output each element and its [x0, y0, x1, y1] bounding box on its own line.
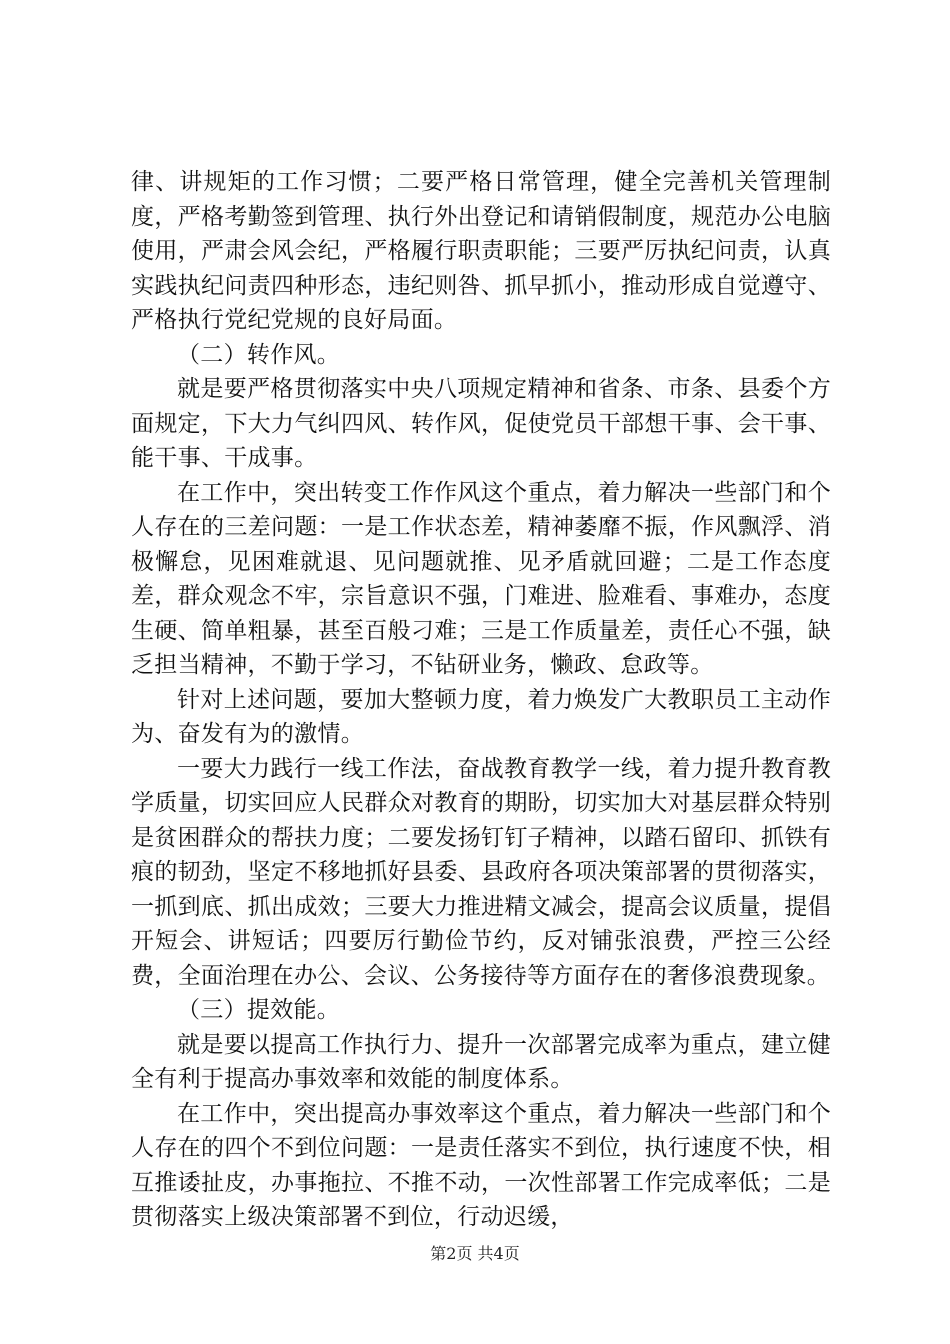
paragraph-1: 律、讲规矩的工作习惯；二要严格日常管理，健全完善机关管理制度，严格考勤签到管理、执行外出登记和请销假制度，规范办公电脑使用，严肃会风会纪，严格履行职责职能；三要严厉执纪问责，认真实践执纪问责四种形态，违纪则咎、抓早抓小，推动形成自觉遵守、严格执行党纪党规的良好局面。	[131, 169, 831, 333]
paragraph-6: 一要大力践行一线工作法，奋战教育教学一线，着力提升教育教学质量，切实回应人民群众对教育的期盼，切实加大对基层群众特别是贫困群众的帮扶力度；二要发扬钉钉子精神，以踏石留印、抓铁有痕的韧劲，坚定不移地抓好县委、县政府各项决策部署的贯彻落实，一抓到底、抓出成效；三要大力推进精文减会，提高会议质量，提倡开短会、讲短话；四要厉行勤俭节约，反对铺张浪费，严控三公经费，全面治理在办公、会议、公务接待等方面存在的奢侈浪费现象。	[131, 755, 831, 989]
paragraph-5: 针对上述问题，要加大整顿力度，着力焕发广大教职员工主动作为、奋发有为的激情。	[131, 686, 831, 747]
page-number-label: 第2页 共4页	[430, 1244, 520, 1263]
section-heading-ti-xiaoneng: （三）提效能。	[177, 997, 341, 1023]
paragraph-9: 在工作中，突出提高办事效率这个重点，着力解决一些部门和个人存在的四个不到位问题：一是责任落实不到位，执行速度不快，相互推诿扯皮，办事拖拉、不推不动，一次性部署工作完成率低；二是贯彻落实上级决策部署不到位，行动迟缓，	[131, 1100, 831, 1230]
paragraph-8: 就是要以提高工作执行力、提升一次部署完成率为重点，建立健全有利于提高办事效率和效能的制度体系。	[131, 1031, 831, 1092]
document-body	[131, 165, 831, 1235]
section-heading-zhuan-zuofeng: （二）转作风。	[177, 341, 341, 368]
paragraph-4: 在工作中，突出转变工作作风这个重点，着力解决一些部门和个人存在的三差问题：一是工作状态差，精神萎靡不振，作风飘浮、消极懈怠，见困难就退、见问题就推、见矛盾就回避；二是工作态度差，群众观念不牢，宗旨意识不强，门难进、脸难看、事难办，态度生硬、简单粗暴，甚至百般刁难；三是工作质量差，责任心不强，缺乏担当精神，不勤于学习，不钻研业务，懒政、怠政等。	[131, 479, 831, 678]
paragraph-3: 就是要严格贯彻落实中央八项规定精神和省条、市条、县委个方面规定，下大力气纠四风、转作风，促使党员干部想干事、会干事、能干事、干成事。	[131, 376, 831, 471]
page-footer	[0, 1244, 950, 1264]
